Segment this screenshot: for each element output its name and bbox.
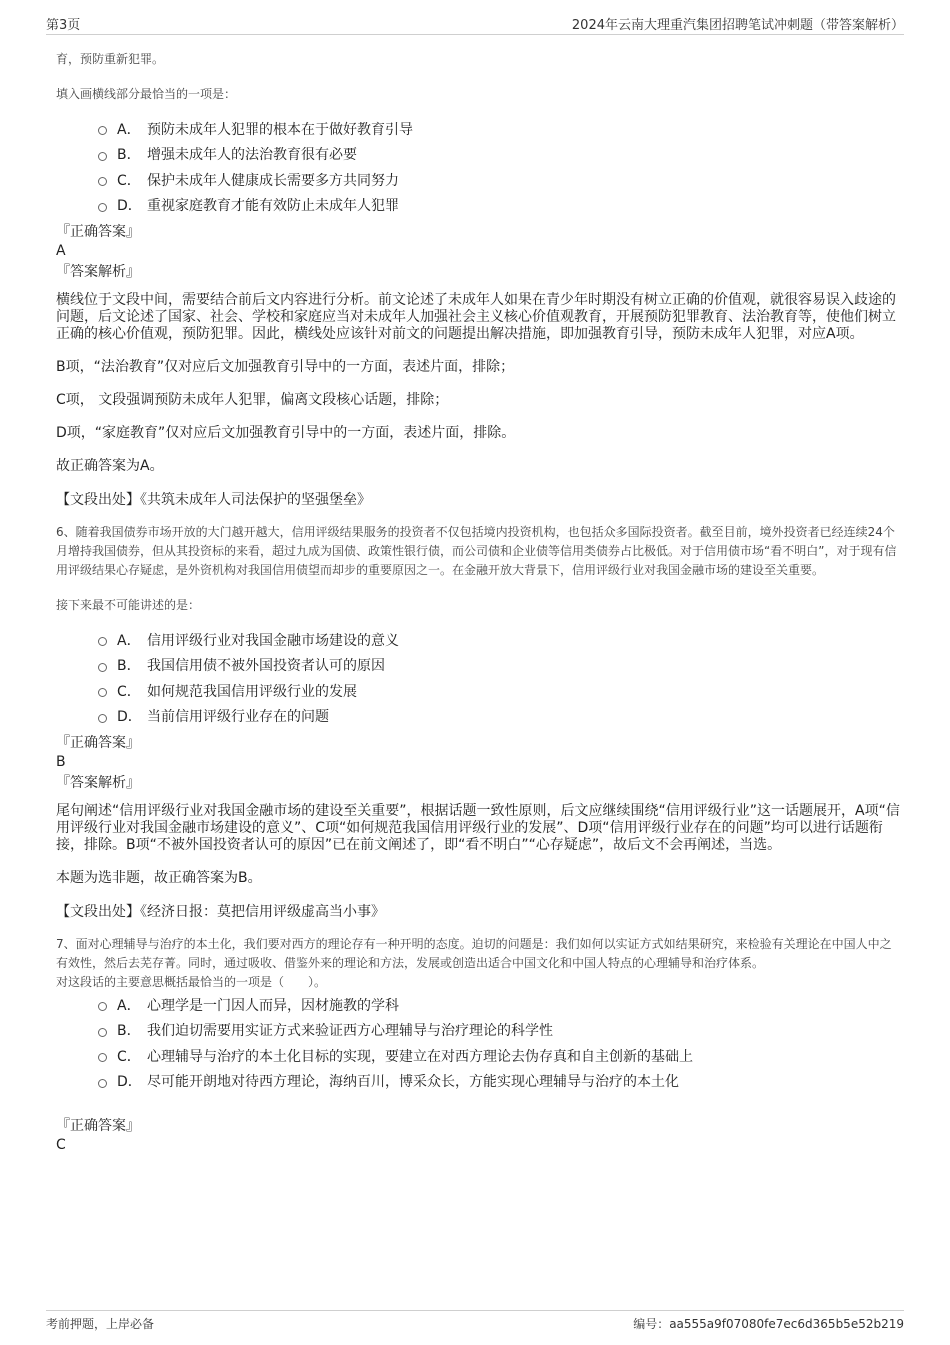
answer-label: 『正确答案』 (56, 224, 140, 240)
question-5-tail: 育，预防重新犯罪。 (56, 52, 165, 66)
explanation-d: D项，“家庭教育”仅对应后文加强教育引导中的一方面，表述片面，排除。 (56, 425, 516, 441)
explanation-text: 横线位于文段中间，需要结合前后文内容进行分析。前文论述了未成年人如果在青少年时期没有树立正确的价值观，就很容易误入歧途的问题，后文论述了国家、社会、学校和家庭应当对未成年人加强社会主义核心价值观教育，开展预防犯罪教育、法治教育等，使他们树立正确的核心价值观，预防犯罪。因此，横线处应该针对前文的问题提出解决措施，即加强教育引导，预防未成年人犯罪，对应A项。 (56, 292, 896, 342)
explanation-b: B项，“法治教育”仅对应后文加强教育引导中的一方面，表述片面，排除； (56, 359, 515, 375)
option-a[interactable]: A． 心理学是一门因人而异，因材施教的学科 (98, 992, 900, 1018)
question-6-ask: 接下来最不可能讲述的是： (56, 598, 201, 612)
option-b[interactable]: B． 我国信用债不被外国投资者认可的原因 (98, 653, 900, 679)
page-header (46, 14, 904, 35)
option-d[interactable]: D． 尽可能开朗地对待西方理论，海纳百川，博采众长，方能实现心理辅导与治疗的本土化 (98, 1069, 900, 1095)
explain-label: 『答案解析』 (56, 264, 140, 280)
radio-icon[interactable] (98, 714, 107, 723)
option-c[interactable]: C． 如何规范我国信用评级行业的发展 (98, 678, 900, 704)
question-5-ask: 填入画横线部分最恰当的一项是： (56, 87, 237, 101)
page-number: 第3页 (46, 18, 81, 33)
option-d[interactable]: D． 重视家庭教育才能有效防止未成年人犯罪 (98, 193, 900, 219)
explanation-c: C项， 文段强调预防未成年人犯罪，偏离文段核心话题，排除； (56, 392, 449, 408)
document-code: 编号：aa555a9f07080fe7ec6d365b5e52b219 (633, 1317, 904, 1331)
explain-label: 『答案解析』 (56, 775, 140, 791)
footer-slogan: 考前押题，上岸必备 (46, 1317, 155, 1331)
source-citation: 【文段出处】《经济日报：莫把信用评级虚高当小事》 (56, 904, 385, 920)
radio-icon[interactable] (98, 203, 107, 212)
radio-icon[interactable] (98, 637, 107, 646)
answer-label: 『正确答案』 (56, 735, 140, 751)
correct-answer: B (56, 754, 66, 770)
radio-icon[interactable] (98, 688, 107, 697)
correct-answer: A (56, 243, 66, 259)
correct-answer: C (56, 1137, 66, 1153)
question-6-text: 6、随着我国债券市场开放的大门越开越大，信用评级结果服务的投资者不仅包括境内投资机构，也包括众多国际投资者。截至目前，境外投资者已经连续24个月增持我国债券，但从其投资标的来看，超过九成为国债、政策性银行债，而公司债和企业债等信用类债券占比极低。对于信用债市场“看不明白”，对于现有信用评级结果心存疑虑，是外资机构对我国信用债望而却步的重要原因之一。在金融开放大背景下，信用评级行业对我国金融市场的建设至关重要。 (56, 525, 897, 577)
answer-label: 『正确答案』 (56, 1118, 140, 1134)
question-7-text: 7、面对心理辅导与治疗的本土化，我们要对西方的理论存有一种开明的态度。迫切的问题是：我们如何以实证方式如结果研究，来检验有关理论在中国人中之有效性，然后去芜存菁。同时，通过吸收、借鉴外来的理论和方法，发展或创造出适合中国文化和中国人特点的心理辅导和治疗体系。 (56, 937, 892, 970)
question-7-options (98, 992, 900, 1094)
document-title: 2024年云南大理重汽集团招聘笔试冲刺题（带答案解析） (571, 18, 904, 33)
option-d[interactable]: D． 当前信用评级行业存在的问题 (98, 704, 900, 730)
radio-icon[interactable] (98, 1053, 107, 1062)
conclusion: 本题为选非题，故正确答案为B。 (56, 870, 262, 886)
radio-icon[interactable] (98, 126, 107, 135)
option-a[interactable]: A． 预防未成年人犯罪的根本在于做好教育引导 (98, 116, 900, 142)
source-citation: 【文段出处】《共筑未成年人司法保护的坚强堡垒》 (56, 492, 371, 508)
radio-icon[interactable] (98, 177, 107, 186)
option-b[interactable]: B． 增强未成年人的法治教育很有必要 (98, 142, 900, 168)
conclusion: 故正确答案为A。 (56, 458, 164, 474)
radio-icon[interactable] (98, 1079, 107, 1088)
option-c[interactable]: C． 保护未成年人健康成长需要多方共同努力 (98, 167, 900, 193)
question-5-options (98, 116, 900, 218)
page-content (56, 46, 900, 1154)
option-c[interactable]: C． 心理辅导与治疗的本土化目标的实现，要建立在对西方理论去伪存真和自主创新的基础上 (98, 1043, 900, 1069)
question-6-options (98, 627, 900, 729)
radio-icon[interactable] (98, 1002, 107, 1011)
radio-icon[interactable] (98, 1028, 107, 1037)
radio-icon[interactable] (98, 663, 107, 672)
radio-icon[interactable] (98, 152, 107, 161)
question-7-ask: 对这段话的主要意思概括最恰当的一项是（ ）。 (56, 975, 327, 989)
option-b[interactable]: B． 我们迫切需要用实证方式来验证西方心理辅导与治疗理论的科学性 (98, 1018, 900, 1044)
page-footer (46, 1310, 904, 1334)
explanation-text: 尾句阐述“信用评级行业对我国金融市场的建设至关重要”，根据话题一致性原则，后文应继续围绕“信用评级行业”这一话题展开，A项“信用评级行业对我国金融市场建设的意义”、C项“如何规范我国信用评级行业的发展”、D项“信用评级行业存在的问题”均可以进行话题衔接，排除。B项“不被外国投资者认可的原因”已在前文阐述了，即“看不明白”“心存疑虑”，故后文不会再阐述，当选。 (56, 803, 900, 853)
option-a[interactable]: A． 信用评级行业对我国金融市场建设的意义 (98, 627, 900, 653)
